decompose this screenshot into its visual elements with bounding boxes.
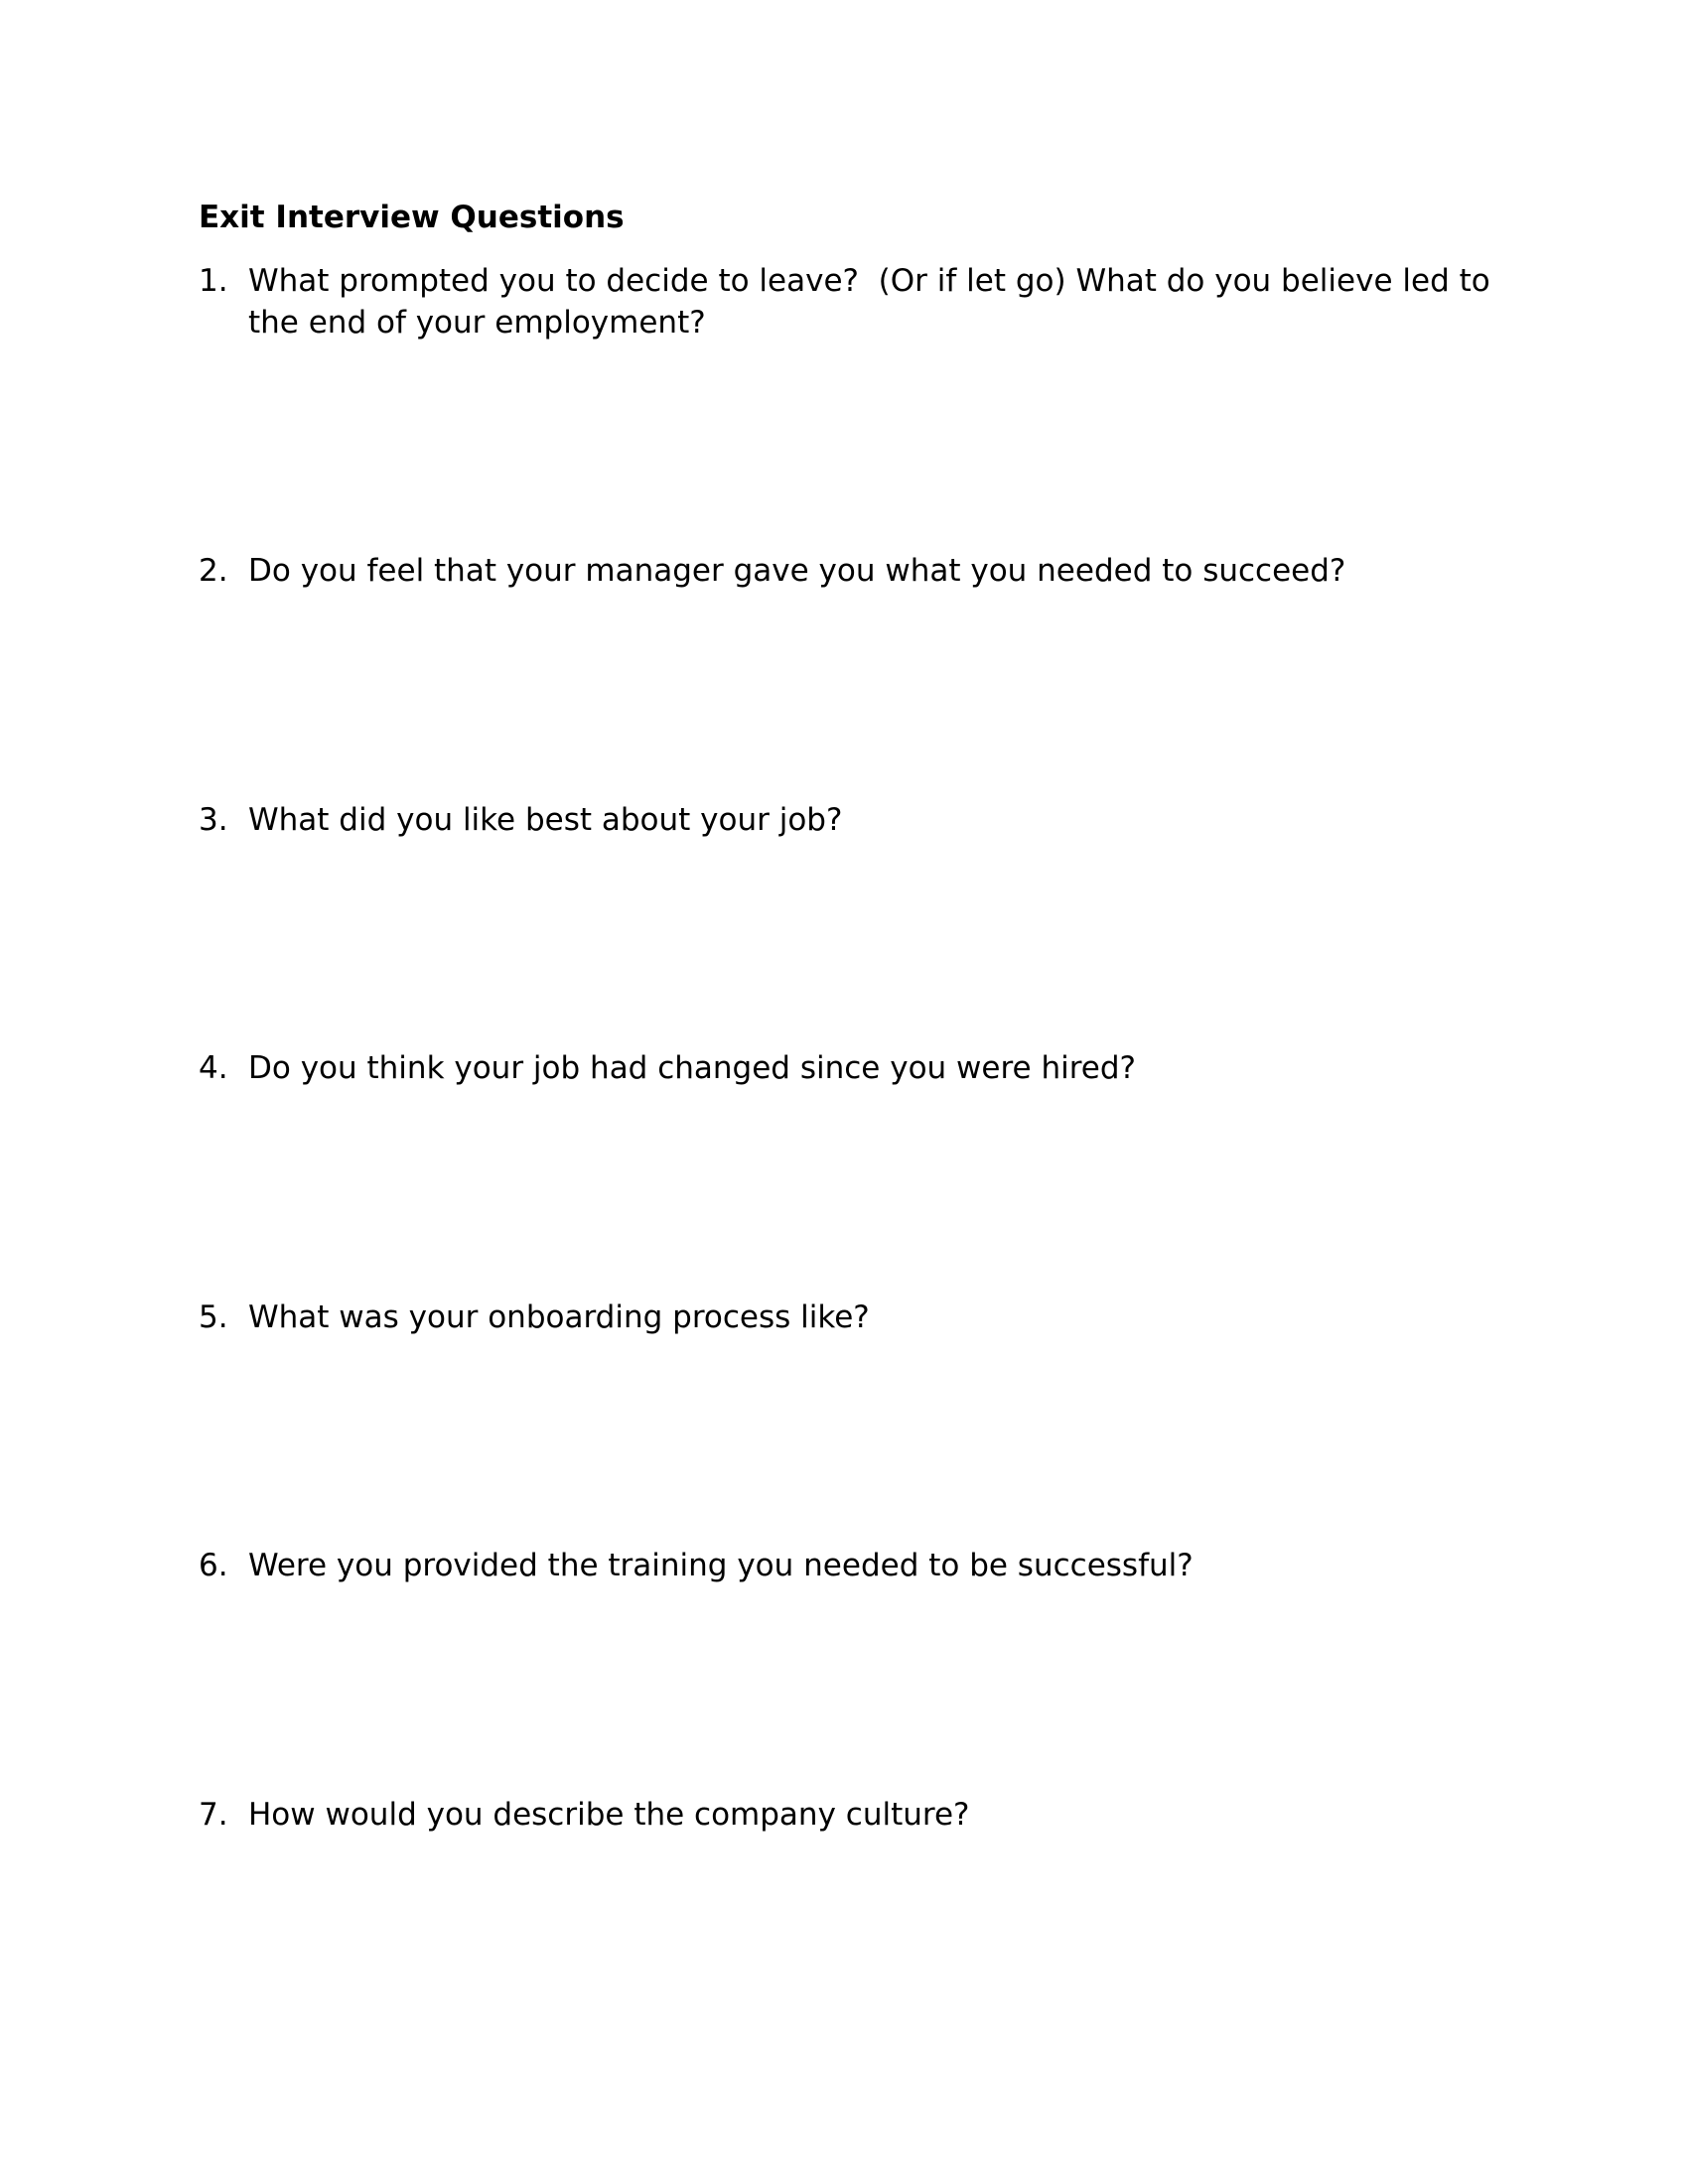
question-item: [199, 550, 1509, 592]
document-title: Exit Interview Questions: [199, 200, 625, 235]
question-text: Do you feel that your manager gave you what you needed to succeed?: [248, 553, 1346, 589]
question-number: 2.: [199, 553, 228, 589]
question-text: What was your onboarding process like?: [248, 1299, 870, 1335]
question-number: 5.: [199, 1299, 228, 1335]
question-text: What did you like best about your job?: [248, 802, 843, 838]
question-item: [199, 260, 1509, 343]
question-number: 1.: [199, 263, 228, 299]
question-text: Do you think your job had changed since you were hired?: [248, 1050, 1136, 1086]
question-item: [199, 1047, 1509, 1089]
question-item: [199, 1297, 1509, 1338]
question-item: [199, 799, 1509, 841]
question-number: 4.: [199, 1050, 228, 1086]
question-number: 7.: [199, 1797, 228, 1833]
question-item: [199, 1794, 1509, 1836]
question-item: [199, 1545, 1509, 1586]
question-number: 6.: [199, 1548, 228, 1583]
question-text: What prompted you to decide to leave? (Or if let go) What do you believe led to the end of your employment?: [248, 263, 1500, 341]
question-number: 3.: [199, 802, 228, 838]
question-text: How would you describe the company culture?: [248, 1797, 970, 1833]
question-text: Were you provided the training you needed to be successful?: [248, 1548, 1194, 1583]
